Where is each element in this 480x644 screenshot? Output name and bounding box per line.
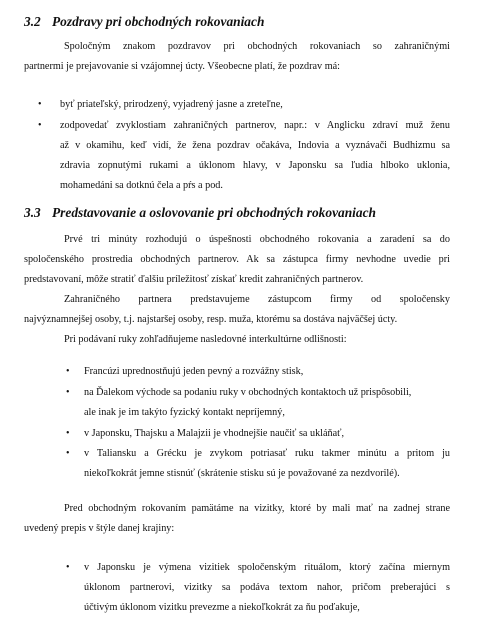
bullet-icon: • bbox=[66, 562, 70, 573]
list-item: Francúzi uprednostňujú jeden pevný a rozvážny stisk, bbox=[84, 366, 304, 377]
bullet-icon: • bbox=[66, 448, 70, 459]
bullet-icon: • bbox=[38, 120, 42, 131]
list-item-line: účtivým úklonom vizitku prevezme a niekoľkokrát za ňu poďakuje, bbox=[84, 602, 360, 613]
section-heading-3-3 bbox=[24, 205, 376, 221]
list-item: v Japonsku, Thajsku a Malajzii je vhodnejšie naučiť sa ukláňať, bbox=[84, 428, 345, 439]
section-title: Pozdravy pri obchodných rokovaniach bbox=[52, 14, 265, 29]
section-title: Predstavovanie a oslovovanie pri obchodných rokovaniach bbox=[52, 205, 376, 220]
paragraph-line: predstavovaní, môže stratiť ďalšiu príležitosť získať kredit zahraničných partnerov. bbox=[24, 274, 364, 285]
paragraph-line: Spoločným znakom pozdravov pri obchodných rokovaniach so zahraničnými bbox=[64, 41, 450, 52]
paragraph-line: najvýznamnejšej osoby, t.j. najstaršej osoby, resp. muža, ktorému sa dostáva najväčšej úcty. bbox=[24, 314, 398, 325]
paragraph-line: spoločenského prostredia obchodných partnerov. Ak sa zástupca firmy nevhodne uvedie pri bbox=[24, 254, 450, 265]
list-item-line: až v okamihu, keď vidí, že žena pozdrav očakáva, Indovia a vyznávači Budhizmu sa bbox=[60, 140, 450, 151]
paragraph-line: Pri podávaní ruky zohľadňujeme nasledovné interkultúrne odlišnosti: bbox=[64, 334, 347, 345]
section-number: 3.2 bbox=[24, 14, 41, 29]
paragraph-line: Pred obchodným rokovaním pamätáme na vizitky, ktoré by mali mať na zadnej strane bbox=[64, 503, 450, 514]
paragraph-line: Prvé tri minúty rozhodujú o úspešnosti obchodného rokovania a zaradení sa do bbox=[64, 234, 450, 245]
list-item-line: niekoľkokrát jemne stisnúť (skrátenie stisku sú je považované za nezdvorilé). bbox=[84, 468, 400, 479]
list-item-line: ale inak je im takýto fyzický kontakt nepríjemný, bbox=[84, 407, 285, 418]
list-item: v Japonsku je výmena vizitiek spoločenským rituálom, ktorý začína miernym bbox=[84, 562, 450, 573]
list-item: v Taliansku a Grécku je zvykom potriasať ruku takmer minútu a pritom ju bbox=[84, 448, 450, 459]
list-item: byť priateľský, prirodzený, vyjadrený jasne a zreteľne, bbox=[60, 99, 283, 110]
section-number: 3.3 bbox=[24, 205, 41, 220]
list-item-line: zdravia zopnutými rukami a úklonom hlavy, v Japonsku sa ľudia hlboko uklonia, bbox=[60, 160, 450, 171]
bullet-icon: • bbox=[66, 366, 70, 377]
paragraph-line: partnermi je prejavovanie si vzájomnej úcty. Všeobecne platí, že pozdrav má: bbox=[24, 61, 340, 72]
list-item: zodpovedať zvyklostiam zahraničných partnerov, napr.: v Anglicku zdraví muž ženu bbox=[60, 120, 450, 131]
paragraph-line: Zahraničného partnera predstavujeme zástupcom firmy od spoločensky bbox=[64, 294, 450, 305]
list-item-line: mohamedáni sa dotknú čela a pŕs a pod. bbox=[60, 180, 223, 191]
list-item: na Ďalekom východe sa podaniu ruky v obchodných kontaktoch už prispôsobili, bbox=[84, 387, 412, 398]
paragraph-line: uvedený prepis v štýle danej krajiny: bbox=[24, 523, 175, 534]
bullet-icon: • bbox=[38, 99, 42, 110]
bullet-icon: • bbox=[66, 428, 70, 439]
list-item-line: úklonom partnerovi, vizitky sa podáva textom nahor, pričom preberajúci s bbox=[84, 582, 450, 593]
bullet-icon: • bbox=[66, 387, 70, 398]
section-heading-3-2 bbox=[24, 14, 264, 30]
